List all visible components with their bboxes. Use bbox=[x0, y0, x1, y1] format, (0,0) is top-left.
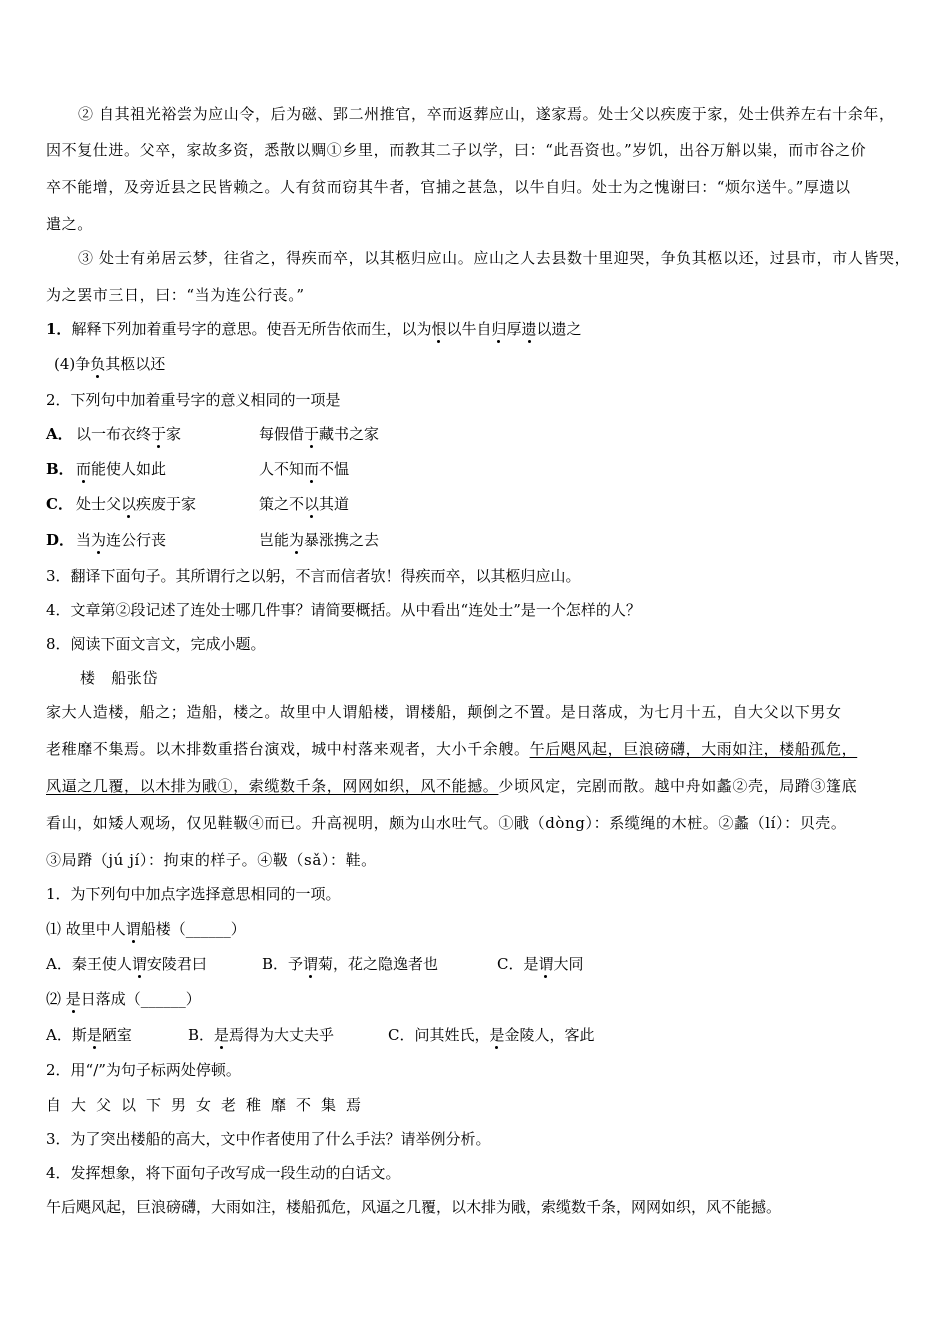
emphasis-char: 为 bbox=[91, 531, 107, 549]
emphasis-char: 而 bbox=[304, 460, 320, 478]
emphasis-char: 是 bbox=[214, 1026, 230, 1044]
option-a: A．秦王使人谓安陵君曰 bbox=[46, 955, 207, 973]
subquestion-2-sentence: 自大父以下男女老稚靡不集焉 bbox=[46, 1096, 372, 1114]
subquestion-3: 3．为了突出楼船的高大，文中作者使用了什么手法？请举例分析。 bbox=[46, 1130, 491, 1148]
para2-line1: ② 自其祖光裕尝为应山令，后为磁、郢二州推官，卒而返葬应山，遂家焉。处士父以疾废于家，处士供养左右十余年， bbox=[78, 105, 895, 123]
emphasis-char: 谓 bbox=[303, 955, 319, 973]
question-3: 3．翻译下面句子。其所谓行之以躬，不言而信者欤！得疾而卒，以其柩归应山。 bbox=[46, 567, 581, 585]
para2-line4: 遣之。 bbox=[46, 215, 93, 233]
emphasis-char: 而 bbox=[76, 460, 92, 478]
subquestion-2: 2．用“/”为句子标两处停顿。 bbox=[46, 1061, 241, 1079]
option-a: A．斯是陋室 bbox=[46, 1026, 132, 1044]
question-1-sub4: (4)争负其柩以还 bbox=[54, 355, 166, 373]
option-c: C．问其姓氏，是金陵人，客此 bbox=[388, 1026, 595, 1044]
document-page: ② 自其祖光裕尝为应山令，后为磁、郢二州推官，卒而返葬应山，遂家焉。处士父以疾废于家，处士供养左右十余年， 因不复仕进。父卒，家故多资，悉散以赒①乡里，而教其二子以学，曰：“此吾资也。”岁饥，出谷万斛以粜，而市谷之价 卒不能增，及旁近县之民皆赖之。人有贫而窃其牛者，官捕之甚急，以牛自归。处士为之愧谢曰：“烦尔送牛。”厚遗以 遣之。 ③ 处士有弟居云梦，往省之，得疾而卒，以其柩归应山。应山之人去县数十里迎哭，争负其柩以还，过县市，市人皆哭， 为之罢市三日，曰：“当为连公行丧。” 1．解释下列加着重号字的意思。使吾无所告依而生，以为恨以牛自归厚遗以遗之 (4)争负其柩以还 2．下列句中加着重号字的意义相同的一项是 A． 以一布衣终于家 每假借于藏书之家 B． 而能使人如此 人不知而不愠 C． 处士父以疾废于家 策之不以其道 D． 当为连公行丧 岂能为暴涨携之去 3．翻译下面句子。其所谓行之以躬，不言而信者欤！得疾而卒，以其柩归应山。 4．文章第②段记述了连处士哪几件事？请简要概括。从中看出“连处士”是一个怎样的人？ 8．阅读下面文言文，完成小题。 楼 船张岱 家大人造楼，船之；造船，楼之。故里中人谓船楼，谓楼船，颠倒之不置。是日落成，为七月十五，自大父以下男女 老稚靡不集焉。以木排数重搭台演戏，城中村落来观者，大小千余艘。午后飓风起，巨浪磅礴，大雨如注，楼船孤危， 风逼之几覆，以木排为戙①，索缆数千条，网网如织，风不能撼。少顷风定，完剧而散。越中舟如蠡②壳，局蹐③篷底 看山，如矮人观场，仅见鞋靸④而已。升高视明，颇为山水吐气。①戙（dòng）：系缆绳的木桩。②蠡（lí）：贝壳。 ③局蹐（jú jí）：拘束的样子。④靸（sǎ）：鞋。 1．为下列句中加点字选择意思相同的一项。 ⑴ 故里中人谓船楼（______） A．秦王使人谓安陵君曰 B．予谓菊，花之隐逸者也 C．是谓大同 ⑵ 是日落成（______） A．斯是陋室 B．是焉得为大丈夫乎 C．问其姓氏，是金陵人，客此 2．用“/”为句子标两处停顿。 自大父以下男女老稚靡不集焉 3．为了突出楼船的高大，文中作者使用了什么手法？请举例分析。 4．发挥想象，将下面句子改写成一段生动的白话文。 午后飓风起，巨浪磅礴，大雨如注，楼船孤危，风逼之几覆，以木排为戙，索缆数千条，网网如织，风不能撼。 bbox=[0, 0, 950, 1344]
emphasis-char: 以 bbox=[304, 495, 320, 513]
question-8: 8．阅读下面文言文，完成小题。 bbox=[46, 635, 266, 653]
option-c: C．是谓大同 bbox=[497, 955, 584, 973]
question-2: 2．下列句中加着重号字的意义相同的一项是 bbox=[46, 391, 341, 409]
underlined-sentence: 风逼之几覆，以木排为戙①，索缆数千条，网网如织，风不能撼。 bbox=[46, 777, 499, 795]
passage-line1: 家大人造楼，船之；造船，楼之。故里中人谓船楼，谓楼船，颠倒之不置。是日落成，为七月十五，自大父以下男女 bbox=[46, 703, 842, 721]
emphasis-char: 为 bbox=[289, 531, 305, 549]
emphasis-char: 是 bbox=[86, 1026, 102, 1044]
option-b: B．予谓菊，花之隐逸者也 bbox=[262, 955, 439, 973]
emphasis-char: 遗 bbox=[521, 320, 537, 338]
subquestion-1-part2: ⑵ 是日落成（______） bbox=[46, 990, 201, 1008]
emphasis-char: 是 bbox=[65, 990, 81, 1008]
subquestion-4-sentence: 午后飓风起，巨浪磅礴，大雨如注，楼船孤危，风逼之几覆，以木排为戙，索缆数千条，网网如织，风不能撼。 bbox=[46, 1198, 782, 1216]
emphasis-char: 于 bbox=[151, 425, 167, 443]
emphasis-char: 于 bbox=[304, 425, 320, 443]
subquestion-1: 1．为下列句中加点字选择意思相同的一项。 bbox=[46, 885, 341, 903]
emphasis-char: 谓 bbox=[131, 955, 147, 973]
emphasis-char: 是 bbox=[489, 1026, 505, 1044]
underlined-sentence: 午后飓风起，巨浪磅礴，大雨如注，楼船孤危， bbox=[529, 740, 858, 758]
emphasis-char: 谓 bbox=[125, 920, 141, 938]
emphasis-char: 恨 bbox=[431, 320, 447, 338]
passage-title: 楼 船张岱 bbox=[80, 669, 159, 687]
question-1: 1．解释下列加着重号字的意思。使吾无所告依而生，以为恨以牛自归厚遗以遗之 bbox=[46, 320, 582, 338]
para3-line1: ③ 处士有弟居云梦，往省之，得疾而卒，以其柩归应山。应山之人去县数十里迎哭，争负其柩以还，过县市，市人皆哭， bbox=[78, 249, 911, 267]
emphasis-char: 谓 bbox=[538, 955, 554, 973]
emphasis-char: 以 bbox=[121, 495, 137, 513]
question-4: 4．文章第②段记述了连处士哪几件事？请简要概括。从中看出“连处士”是一个怎样的人？ bbox=[46, 601, 641, 619]
para3-line2: 为之罢市三日，曰：“当为连公行丧。” bbox=[46, 286, 305, 304]
question-number: 1． bbox=[46, 320, 72, 338]
passage-line2: 老稚靡不集焉。以木排数重搭台演戏，城中村落来观者，大小千余艘。午后飓风起，巨浪磅礴，大雨如注，楼船孤危， bbox=[46, 740, 858, 758]
para2-line2: 因不复仕进。父卒，家故多资，悉散以赒①乡里，而教其二子以学，曰：“此吾资也。”岁饥，出谷万斛以粜，而市谷之价 bbox=[46, 141, 867, 159]
subquestion-1-part1: ⑴ 故里中人谓船楼（______） bbox=[46, 920, 246, 938]
para2-line3: 卒不能增，及旁近县之民皆赖之。人有贫而窃其牛者，官捕之甚急，以牛自归。处士为之愧谢曰：“烦尔送牛。”厚遗以 bbox=[46, 178, 851, 196]
passage-line3: 风逼之几覆，以木排为戙①，索缆数千条，网网如织，风不能撼。少顷风定，完剧而散。越中舟如蠡②壳，局蹐③篷底 bbox=[46, 777, 858, 795]
emphasis-char: 负 bbox=[90, 355, 106, 373]
option-b: B．是焉得为大丈夫乎 bbox=[188, 1026, 335, 1044]
subquestion-4: 4．发挥想象，将下面句子改写成一段生动的白话文。 bbox=[46, 1164, 401, 1182]
passage-line5: ③局蹐（jú jí）：拘束的样子。④靸（sǎ）：鞋。 bbox=[46, 851, 377, 869]
passage-line4: 看山，如矮人观场，仅见鞋靸④而已。升高视明，颇为山水吐气。①戙（dòng）：系缆绳的木桩。②蠡（lí）：贝壳。 bbox=[46, 814, 847, 832]
emphasis-char: 归 bbox=[491, 320, 507, 338]
